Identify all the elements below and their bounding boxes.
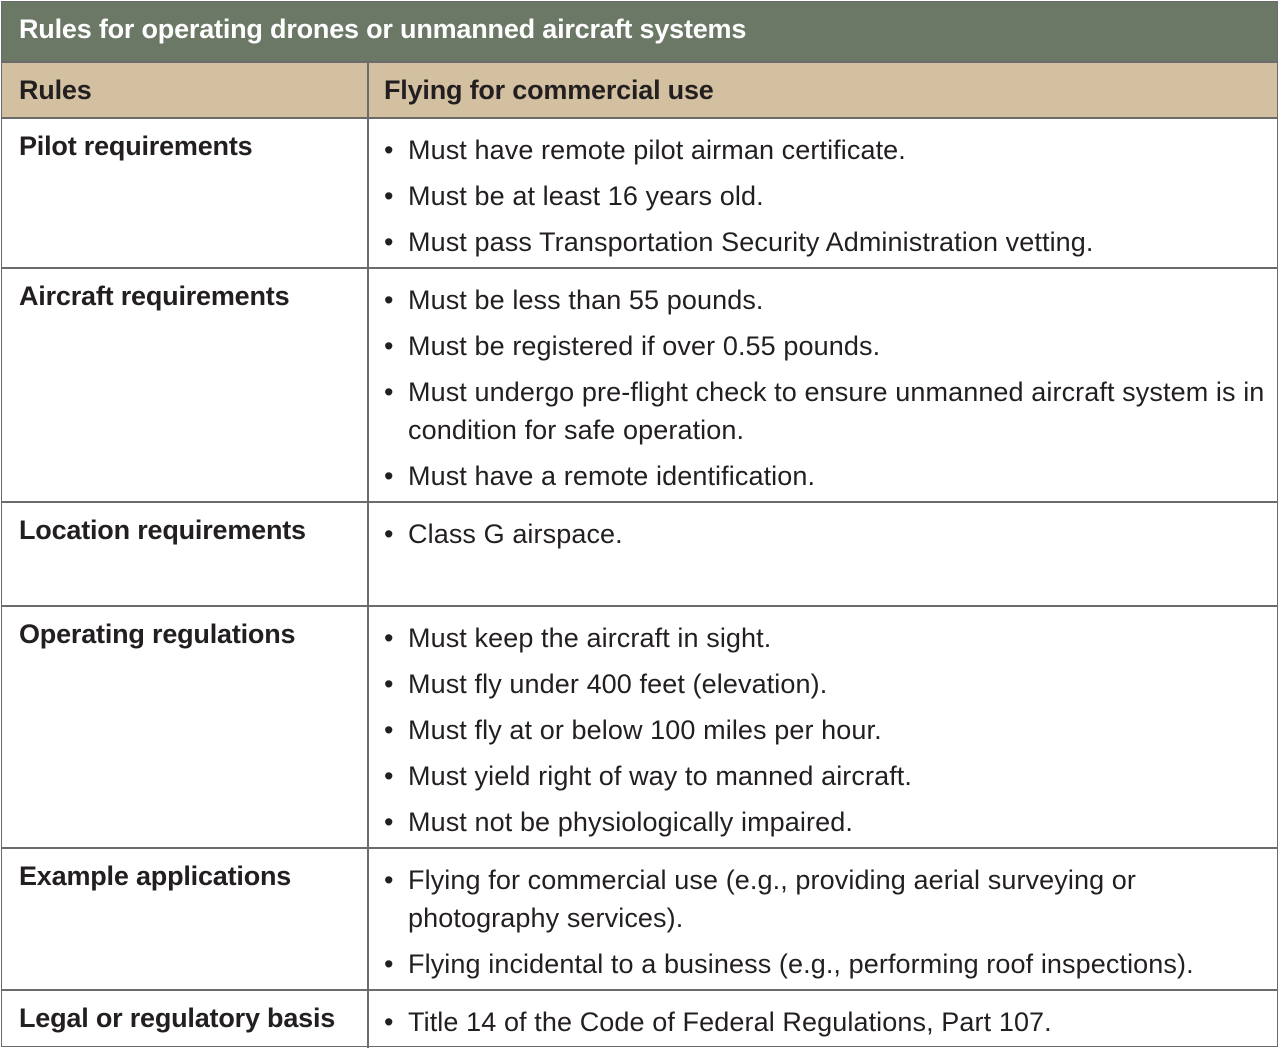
- bullet-icon: •: [384, 623, 394, 653]
- bullet-text: Must pass Transportation Security Administration vetting.: [408, 227, 1094, 257]
- table-row-pilot-requirements: [2, 119, 1277, 269]
- bullet-text: Must have remote pilot airman certificate.: [408, 135, 906, 165]
- row-label: Operating regulations: [2, 607, 369, 847]
- bullet-text: Class G airspace.: [408, 519, 623, 549]
- header-commercial-use: Flying for commercial use: [384, 75, 714, 105]
- bullet-icon: •: [384, 949, 394, 979]
- bullet-icon: •: [384, 519, 394, 549]
- bullet-text: Must yield right of way to manned aircraft.: [408, 761, 913, 791]
- bullet-icon: •: [384, 807, 394, 837]
- bullet-item: [384, 223, 1277, 261]
- bullet-icon: •: [384, 331, 394, 361]
- bullet-text: Must undergo pre-flight check to ensure unmanned aircraft system is in condition for safe operation.: [408, 377, 1265, 445]
- row-bullets: [369, 119, 1277, 267]
- bullet-text: Flying incidental to a business (e.g., performing roof inspections).: [408, 949, 1194, 979]
- row-label: Pilot requirements: [2, 119, 369, 267]
- bullet-icon: •: [384, 669, 394, 699]
- bullet-icon: •: [384, 377, 394, 407]
- row-bullets: [369, 991, 1277, 1048]
- bullet-text: Must be at least 16 years old.: [408, 181, 764, 211]
- bullet-item: [384, 945, 1277, 983]
- bullet-icon: •: [384, 761, 394, 791]
- header-rules: Rules: [2, 63, 369, 117]
- table-row-operating-regulations: [2, 607, 1277, 849]
- bullet-item: [384, 1003, 1277, 1041]
- row-label: Aircraft requirements: [2, 269, 369, 501]
- bullet-icon: •: [384, 285, 394, 315]
- bullet-text: Must be less than 55 pounds.: [408, 285, 764, 315]
- table-row-aircraft-requirements: [2, 269, 1277, 503]
- bullet-item: [384, 861, 1277, 937]
- row-label: Example applications: [2, 849, 369, 989]
- bullet-item: [384, 457, 1277, 495]
- row-label: Legal or regulatory basis: [2, 991, 369, 1048]
- bullet-text: Title 14 of the Code of Federal Regulations, Part 107.: [408, 1007, 1052, 1037]
- bullet-text: Flying for commercial use (e.g., providing aerial surveying or photography services).: [408, 865, 1136, 933]
- bullet-item: [384, 711, 1277, 749]
- table-title: Rules for operating drones or unmanned aircraft systems: [2, 2, 1277, 61]
- bullet-icon: •: [384, 227, 394, 257]
- row-bullets: [369, 503, 1277, 605]
- bullet-item: [384, 177, 1277, 215]
- table-header-row: [2, 61, 1277, 119]
- bullet-text: Must keep the aircraft in sight.: [408, 623, 772, 653]
- bullet-icon: •: [384, 865, 394, 895]
- bullet-item: [384, 373, 1277, 449]
- row-bullets: [369, 607, 1277, 847]
- table-row-location-requirements: [2, 503, 1277, 607]
- bullet-text: Must be registered if over 0.55 pounds.: [408, 331, 881, 361]
- bullet-item: [384, 803, 1277, 841]
- bullet-icon: •: [384, 461, 394, 491]
- row-bullets: [369, 849, 1277, 989]
- bullet-item: [384, 515, 1277, 553]
- bullet-text: Must fly at or below 100 miles per hour.: [408, 715, 882, 745]
- bullet-icon: •: [384, 1007, 394, 1037]
- row-label: Location requirements: [2, 503, 369, 605]
- row-bullets: [369, 269, 1277, 501]
- bullet-item: [384, 327, 1277, 365]
- bullet-text: Must fly under 400 feet (elevation).: [408, 669, 828, 699]
- table-row-example-applications: [2, 849, 1277, 991]
- bullet-item: [384, 619, 1277, 657]
- bullet-text: Must not be physiologically impaired.: [408, 807, 853, 837]
- bullet-icon: •: [384, 181, 394, 211]
- bullet-item: [384, 757, 1277, 795]
- bullet-icon: •: [384, 135, 394, 165]
- bullet-item: [384, 281, 1277, 319]
- rules-table: [1, 1, 1278, 1047]
- bullet-icon: •: [384, 715, 394, 745]
- bullet-item: [384, 665, 1277, 703]
- bullet-text: Must have a remote identification.: [408, 461, 816, 491]
- table-row-legal-basis: [2, 991, 1277, 1048]
- bullet-item: [384, 131, 1277, 169]
